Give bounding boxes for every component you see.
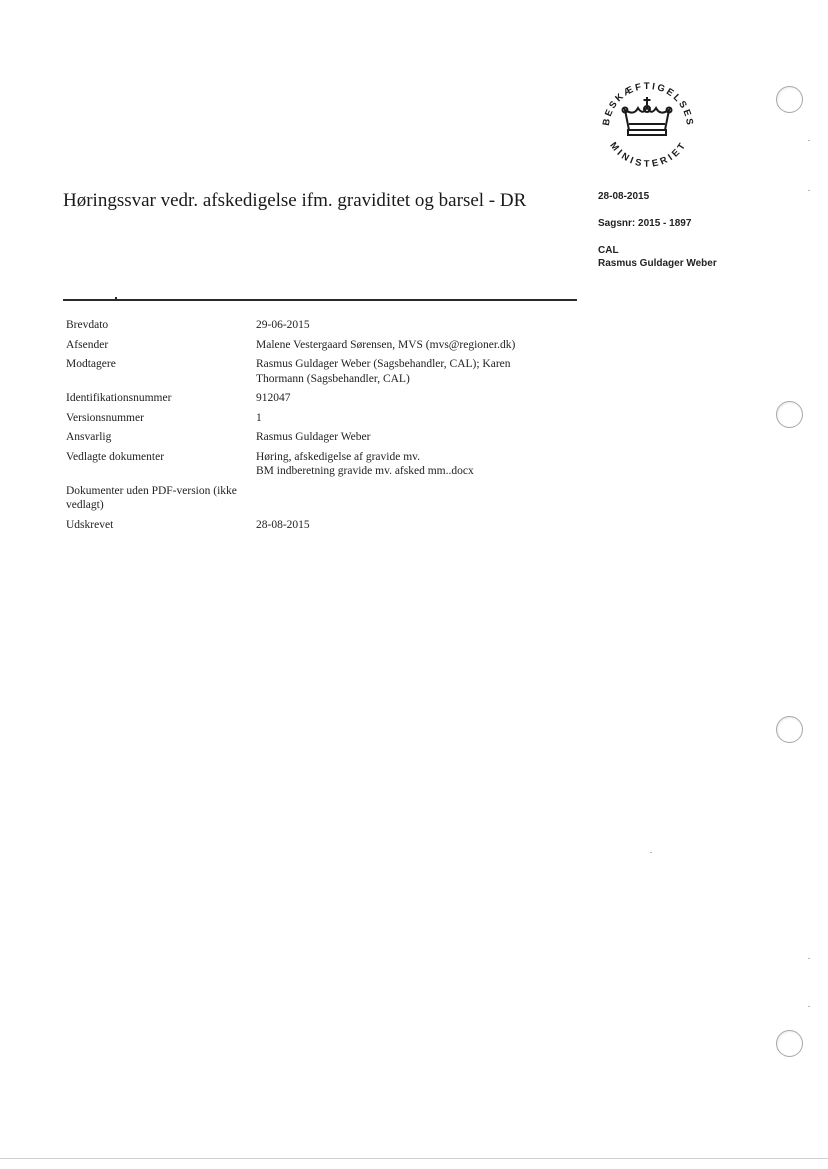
property-value-line: 29-06-2015 bbox=[256, 319, 310, 331]
property-label: Versionsnummer bbox=[66, 411, 144, 424]
property-row bbox=[66, 430, 556, 450]
meta-case-number: Sagsnr: 2015 - 1897 bbox=[598, 218, 692, 229]
scan-speck bbox=[808, 140, 810, 141]
punch-hole bbox=[776, 1030, 803, 1057]
property-label: Udskrevet bbox=[66, 518, 114, 531]
punch-hole bbox=[776, 716, 803, 743]
meta-name: Rasmus Guldager Weber bbox=[598, 258, 717, 269]
property-value bbox=[256, 411, 556, 431]
property-value-line: 28-08-2015 bbox=[256, 518, 310, 531]
property-value bbox=[256, 338, 556, 358]
property-row bbox=[66, 518, 556, 538]
property-value-line: Rasmus Guldager Weber (Sagsbehandler, CAL); Karen bbox=[256, 358, 511, 370]
logo-bottom-text: MINISTERIET bbox=[607, 138, 690, 170]
property-value bbox=[256, 430, 556, 450]
meta-initials: CAL bbox=[598, 245, 619, 256]
property-row bbox=[66, 357, 556, 391]
scan-speck bbox=[650, 852, 652, 853]
property-value-line: 1 bbox=[256, 411, 262, 424]
scan-speck bbox=[808, 190, 810, 191]
crown-seal-icon bbox=[591, 70, 703, 170]
punch-hole bbox=[776, 401, 803, 428]
property-value-line: Rasmus Guldager Weber bbox=[256, 431, 371, 443]
punch-hole bbox=[776, 86, 803, 113]
property-row bbox=[66, 411, 556, 431]
document-meta bbox=[598, 190, 717, 270]
property-row bbox=[66, 450, 556, 484]
scan-speck bbox=[808, 958, 810, 959]
divider bbox=[63, 299, 577, 301]
page-edge-line bbox=[0, 1158, 828, 1159]
property-label: Modtagere bbox=[66, 358, 116, 370]
property-value-line: BM indberetning gravide mv. afsked mm..docx bbox=[256, 465, 474, 477]
property-label: Ansvarlig bbox=[66, 431, 112, 443]
property-row bbox=[66, 391, 556, 411]
document-title: Høringssvar vedr. afskedigelse ifm. graviditet og barsel - DR bbox=[63, 190, 527, 211]
svg-text:MINISTERIET bbox=[607, 139, 689, 170]
property-value bbox=[256, 357, 556, 391]
property-label: Afsender bbox=[66, 338, 109, 351]
property-value-line: Malene Vestergaard Sørensen, MVS (mvs@regioner.dk) bbox=[256, 338, 516, 351]
property-row bbox=[66, 318, 556, 338]
property-row bbox=[66, 338, 556, 358]
property-label: Vedlagte dokumenter bbox=[66, 450, 165, 463]
scan-speck bbox=[808, 1006, 810, 1007]
logo-arc-text: BESKÆFTIGELSES bbox=[600, 80, 696, 128]
property-value bbox=[256, 391, 556, 411]
property-label: Dokumenter uden PDF-version (ikke vedlagt) bbox=[66, 484, 237, 511]
ministry-logo bbox=[591, 70, 703, 170]
property-value bbox=[256, 450, 556, 484]
meta-date: 28-08-2015 bbox=[598, 191, 650, 202]
property-row bbox=[66, 484, 556, 518]
property-value bbox=[256, 518, 556, 538]
document-properties-table bbox=[66, 318, 556, 537]
property-value-line: Thormann (Sagsbehandler, CAL) bbox=[256, 372, 410, 385]
property-value bbox=[256, 484, 556, 518]
property-label: Brevdato bbox=[66, 319, 109, 331]
property-label: Identifikationsnummer bbox=[66, 392, 172, 404]
property-value bbox=[256, 318, 556, 338]
property-value-line: 912047 bbox=[256, 392, 291, 404]
property-value-line: Høring, afskedigelse af gravide mv. bbox=[256, 450, 421, 463]
